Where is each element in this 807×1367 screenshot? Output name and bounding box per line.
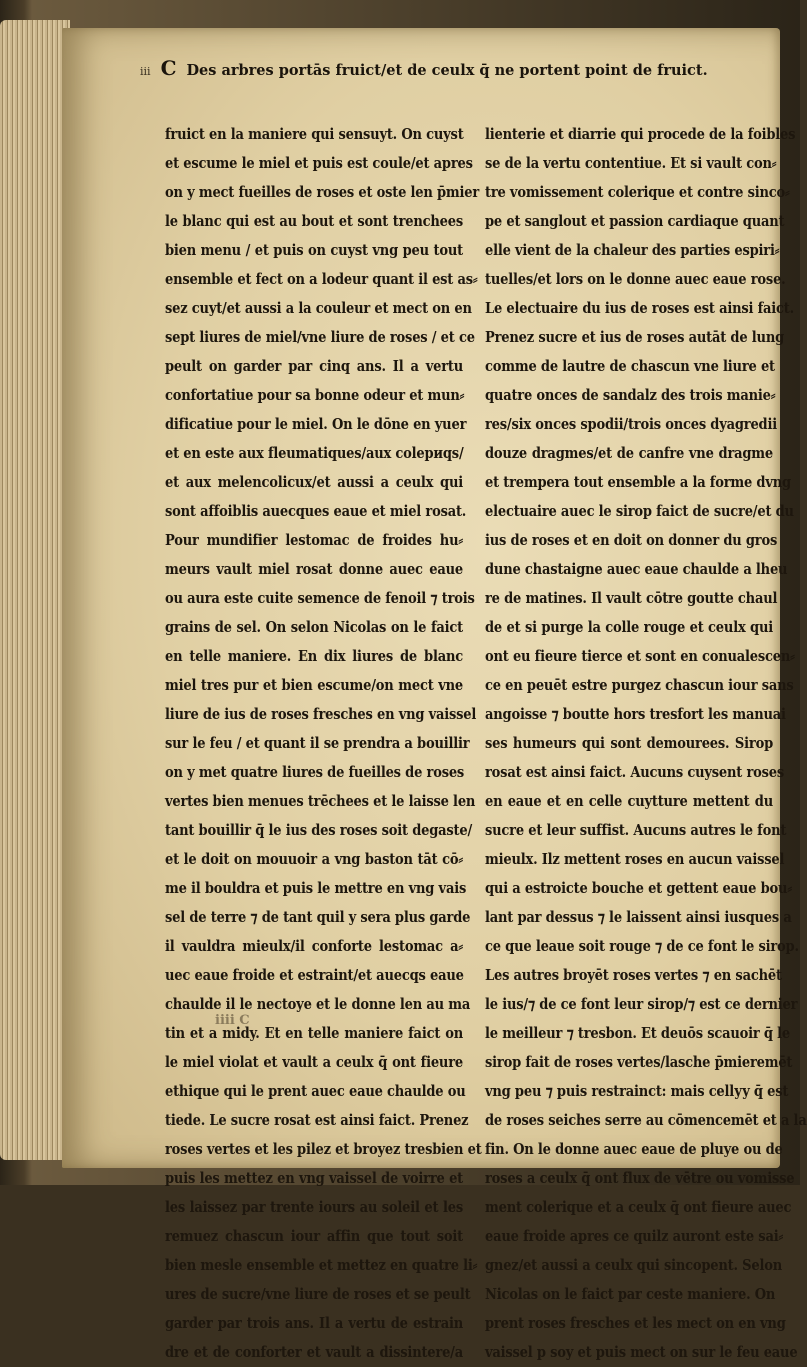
right-column-line: ce en peuēt estre purgez chascun iour sans (485, 677, 794, 694)
left-column-line: bien mesle ensemble et mettez en quatre li⸗ (165, 1257, 478, 1274)
left-column-line: me il bouldra et puis le mettre en vng vais (165, 880, 467, 897)
right-column-line: mieulx. Ilz mettent roses en aucun vaissel (485, 851, 785, 868)
left-column-line: chaulde il le nectoye et le donne len au ma (165, 996, 471, 1013)
left-column-line: en telle maniere. En dix liures de blanc (165, 648, 463, 665)
left-column-line: remuez chascun iour affin que tout soit (165, 1228, 463, 1245)
left-column-line: ethique qui le prent auec eaue chaulde ou (165, 1083, 466, 1100)
right-column-line: ses humeurs qui sont demourees. Sirop (485, 735, 773, 752)
pilcrow-mark: C (160, 56, 177, 80)
left-column-line: tant bouillir q̄ le ius des roses soit degaste/ (165, 822, 473, 839)
right-column-line: rosat est ainsi faict. Aucuns cuysent roses (485, 764, 785, 781)
left-column-line: le blanc qui est au bout et sont trenchees (165, 213, 463, 230)
page-edges (0, 20, 70, 1160)
right-column-line: quatre onces de sandalz des trois manie⸗ (485, 387, 776, 404)
right-column-line: sirop fait de roses vertes/lasche p̄mieremēt (485, 1054, 793, 1071)
right-column-line: fin. On le donne auec eaue de pluye ou de (485, 1141, 783, 1158)
right-column-line: gnez/et aussi a ceulx qui sincopent. Selon (485, 1257, 783, 1274)
right-column-line: vng peu ⁊ puis restrainct: mais cellуy q̄ est (485, 1083, 789, 1100)
left-column-line: ou aura este cuite semence de fenoil ⁊ trois (165, 590, 475, 607)
left-column-line: sont affoiblis auecques eaue et miel rosat. (165, 503, 467, 520)
left-column-line: uec eaue froide et estraint/et auecqs eaue (165, 967, 464, 984)
left-column-line: sel de terre ⁊ de tant quil y sera plus garde (165, 909, 471, 926)
right-column-line: eaue froide apres ce quilz auront este sai⸗ (485, 1228, 784, 1245)
left-column-line: et le doit on mouuoir a vng baston tāt cō⸗ (165, 851, 463, 868)
right-column-line: elle vient de la chaleur des parties espiri⸗ (485, 242, 780, 259)
right-column-line: roses a ceulx q̄ ont flux de vētre ou vomisse (485, 1170, 795, 1187)
left-column-line: tiede. Le sucre rosat est ainsi faict. Prenez (165, 1112, 469, 1129)
left-column-line: roses vertes et les pilez et broyez tresbien et (165, 1141, 482, 1158)
left-column-line: puis les mettez en vng vaissel de voirre et (165, 1170, 463, 1187)
right-column-line: comme de lautre de chascun vne liure et (485, 358, 775, 375)
right-column-line: Le electuaire du ius de roses est ainsi faict. (485, 300, 794, 317)
right-column-line: ce que leaue soit rouge ⁊ de ce font le sirop. (485, 938, 799, 955)
folio-mark: iii (140, 65, 151, 78)
right-column-line: ont eu fieure tierce et sont en conualescen⸗ (485, 648, 795, 665)
right-column-line: le meilleur ⁊ tresbon. Et deuōs scauoir q̄ le (485, 1025, 791, 1042)
left-column-line: il vauldra mieulx/il conforte lestomac a⸗ (165, 938, 463, 955)
running-header (140, 56, 708, 80)
left-column-line: sur le feu / et quant il se prendra a bouillir (165, 735, 470, 752)
running-title: Des arbres portās fruict/et de ceulx q̄ ne portent point de fruict. (186, 62, 708, 79)
right-column-line: dune chastaigne auec eaue chaulde a lheu (485, 561, 788, 578)
signature-mark: iiii C (215, 1013, 250, 1028)
left-text-column (165, 120, 482, 1367)
left-column-line: fruict en la maniere qui sensuyt. On cuyst (165, 126, 464, 143)
right-column-line: de et si purge la colle rouge et ceulx qui (485, 619, 773, 636)
left-column-line: dificatiue pour le miel. On le dōne en yuer (165, 416, 467, 433)
left-column-line: le miel violat et vault a ceulx q̄ ont fieure (165, 1054, 463, 1071)
left-column-line: Pour mundifier lestomac de froides hu⸗ (165, 532, 463, 549)
right-column-line: qui a estroicte bouche et gettent eaue bou⸗ (485, 880, 792, 897)
left-column-line: miel tres pur et bien escume/on mect vne (165, 677, 463, 694)
right-column-line: tre vomissement colerique et contre sinco⸗ (485, 184, 790, 201)
left-column-line: sez cuyt/et aussi a la couleur et mect on en (165, 300, 472, 317)
right-column-line: sucre et leur suffist. Aucuns autres le font (485, 822, 787, 839)
right-column-line: re de matines. Il vault cōtre goutte chaul (485, 590, 778, 607)
left-column-line: garder par trois ans. Il a vertu de estrain (165, 1315, 463, 1332)
right-column-line: prent roses fresches et les mect on en vng (485, 1315, 786, 1332)
left-column-line: meurs vault miel rosat donne auec eaue (165, 561, 463, 578)
left-column-line: tin et a midy. Et en telle maniere faict on (165, 1025, 463, 1042)
left-column-line: bien menu / et puis on cuyst vng peu tout (165, 242, 463, 259)
left-column-line: on y mect fueilles de roses et oste len p̄mier (165, 184, 480, 201)
right-column-line: ius de roses et en doit on donner du gros (485, 532, 778, 549)
right-column-line: angoisse ⁊ boutte hors tresfort les manuai (485, 706, 786, 723)
right-column-line: res/six onces spodii/trois onces dyagredii (485, 416, 777, 433)
left-column-line: ures de sucre/vne liure de roses et se peult (165, 1286, 471, 1303)
left-column-line: vertes bien menues trēchees et le laisse len (165, 793, 476, 810)
left-column-line: confortatiue pour sa bonne odeur et mun⸗ (165, 387, 465, 404)
right-column-line: Prenez sucre et ius de roses autāt de lung (485, 329, 785, 346)
right-column-line: Les autres broyēt roses vertes ⁊ en sachēt (485, 967, 782, 984)
right-column-line: Nicolas on le faict par ceste maniere. On (485, 1286, 776, 1303)
right-column-line: se de la vertu contentiue. Et si vault con⸗ (485, 155, 777, 172)
right-column-line: vaissel p soy et puis mect on sur le feu eaue (485, 1344, 798, 1361)
right-text-column (485, 120, 807, 1367)
left-column-line: grains de sel. On selon Nicolas on le faict (165, 619, 463, 636)
right-column-line: pe et sanglout et passion cardiaque quant (485, 213, 785, 230)
left-column-line: ensemble et fect on a lodeur quant il est as⸗ (165, 271, 478, 288)
right-column-line: lienterie et diarrie qui procede de la foibles (485, 126, 796, 143)
right-column-line: le ius/⁊ de ce font leur sirop/⁊ est ce dernier (485, 996, 798, 1013)
left-column-line: et en este aux fleumatiques/aux colериqs/ (165, 445, 464, 462)
right-column-line: douze dragmes/et de canfre vne dragme (485, 445, 773, 462)
left-column-line: les laissez par trente iours au soleil et les (165, 1199, 463, 1216)
right-column-line: en eaue et en celle cuytture mettent du (485, 793, 773, 810)
left-column-line: peult on garder par cinq ans. Il a vertu (165, 358, 463, 375)
right-column-line: electuaire auec le sirop faict de sucre/et du (485, 503, 794, 520)
right-column-line: tuelles/et lors on le donne auec eaue rose. (485, 271, 786, 288)
right-column-line: lant par dessus ⁊ le laissent ainsi iusques a (485, 909, 792, 926)
right-column-line: de roses seiches serre au cōmencemēt et a la (485, 1112, 807, 1129)
left-column-line: liure de ius de roses fresches en vng vaissel (165, 706, 477, 723)
left-column-line: on y met quatre liures de fueilles de roses (165, 764, 465, 781)
left-column-line: et aux melencolicux/et aussi a ceulx qui (165, 474, 463, 491)
left-column-line: dre et de conforter et vault a dissintere/a (165, 1344, 463, 1361)
left-column-line: et escume le miel et puis est coule/et apres (165, 155, 473, 172)
right-column-line: et trempera tout ensemble a la forme dvng (485, 474, 791, 491)
right-column-line: ment colerique et a ceulx q̄ ont fieure auec (485, 1199, 792, 1216)
left-column-line: sept liures de miel/vne liure de roses / et ce (165, 329, 475, 346)
